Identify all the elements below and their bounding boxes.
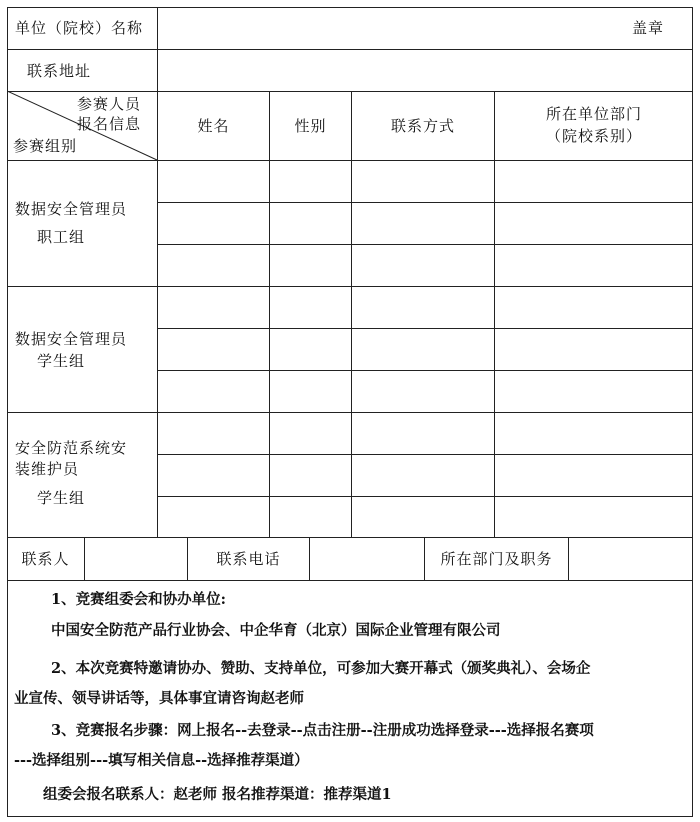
diag-header-group: 参赛组别: [13, 137, 78, 155]
note-1-title: 1、竞赛组委会和协办单位:: [51, 591, 226, 608]
column-header-name: 姓名: [197, 117, 230, 135]
unit-name-label: 单位（院校）名称: [15, 19, 144, 37]
seal-label: 盖章: [632, 19, 665, 37]
group-label-security-sub: 学生组: [37, 489, 86, 507]
registration-form: [7, 7, 693, 817]
note-3-line-1: 3、竞赛报名步骤：网上报名--去登录--点击注册--注册成功选择登录---选择报名赛项: [51, 722, 594, 739]
contact-person-label: 联系人: [21, 550, 70, 568]
note-3-line-2: ---选择组别---填写相关信息--选择推荐渠道）: [14, 752, 309, 769]
diag-header-info: 报名信息: [77, 115, 142, 133]
department-position-label: 所在部门及职务: [440, 550, 553, 568]
address-label: 联系地址: [27, 62, 92, 80]
contact-person-field[interactable]: [85, 538, 187, 580]
column-header-department-sub: （院校系别）: [545, 127, 642, 145]
address-field[interactable]: [158, 50, 692, 91]
group-label-staff: 数据安全管理员: [15, 200, 128, 218]
group-label-staff-sub: 职工组: [37, 228, 86, 246]
contact-phone-label: 联系电话: [216, 550, 281, 568]
unit-name-field[interactable]: [158, 8, 692, 49]
column-header-department: 所在单位部门: [545, 105, 642, 123]
group-label-student-sub: 学生组: [37, 352, 86, 370]
committee-contact-line: 组委会报名联系人：赵老师 报名推荐渠道：推荐渠道1: [43, 786, 392, 803]
group-label-security-2: 装维护员: [15, 460, 80, 478]
contact-phone-field[interactable]: [310, 538, 424, 580]
department-position-field[interactable]: [569, 538, 692, 580]
note-2-line-2: 业宣传、领导讲话等，具体事宜请咨询赵老师: [14, 690, 304, 707]
note-2-line-1: 2、本次竞赛特邀请协办、赞助、支持单位，可参加大赛开幕式（颁奖典礼）、会场企: [51, 660, 591, 677]
note-1-body: 中国安全防范产品行业协会、中企华育（北京）国际企业管理有限公司: [51, 622, 501, 639]
group-label-student: 数据安全管理员: [15, 330, 128, 348]
group-label-security: 安全防范系统安: [15, 439, 128, 457]
column-header-gender: 性别: [294, 117, 327, 135]
column-header-contact: 联系方式: [390, 117, 455, 135]
diag-header-participant: 参赛人员: [77, 95, 142, 113]
